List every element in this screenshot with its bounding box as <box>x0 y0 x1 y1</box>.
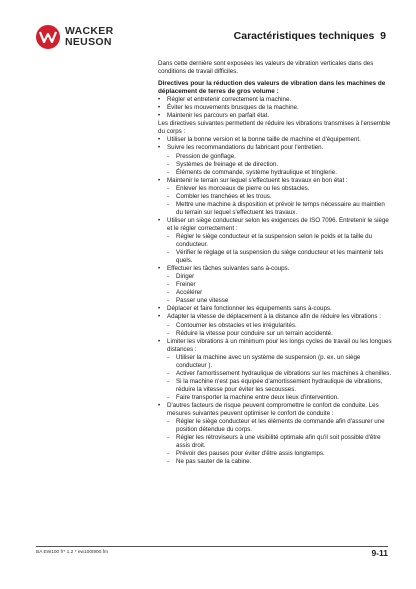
sub-item: - Pression de gonflage. <box>167 153 392 161</box>
intro-paragraph: Dans cette dernière sont exposées les valeurs de vibration verticales dans des conditions de travail difficiles. <box>158 60 374 76</box>
chapter-title-text: Caractéristiques techniques <box>233 30 375 42</box>
sub-item: - Faire transporter la machine entre deux lieux d'intervention. <box>167 394 392 402</box>
wacker-neuson-logo-icon <box>36 25 60 49</box>
sub-item: - Systèmes de freinage et de direction. <box>167 161 392 169</box>
brand-line2: NEUSON <box>65 36 112 48</box>
sub-item: - Activer l'amortissement hydraulique de vibrations sur les machines à chenilles. <box>167 370 392 378</box>
logo-w-mark-icon <box>39 31 57 43</box>
guideline-item: • Adapter la vitesse de déplacement à la distance afin de réduire les vibrations : <box>158 313 392 321</box>
sub-item: - Régler le siège conducteur et la suspension selon le poids et la taille du conducteur. <box>167 233 392 249</box>
guideline-item: • Maintenir le terrain sur lequel s'effectuent les travaux en bon état : <box>158 177 392 185</box>
sub-item: - Prévoir des pauses pour éviter d'être assis longtemps. <box>167 450 392 458</box>
sub-item: - Vérifier le réglage et la suspension du siège conducteur et les maintenir tels quels. <box>167 249 392 265</box>
chapter-title <box>234 30 386 42</box>
guideline-item: • D'autres facteurs de risque peuvent compromettre le confort de conduite. Les mesures suivantes peuvent optimiser le confort de conduite : <box>158 402 392 418</box>
footer-page-number: 9-11 <box>371 548 388 558</box>
guideline-list <box>158 136 392 466</box>
brand-name <box>65 26 113 48</box>
sub-item: - Passer une vitesse <box>167 297 392 305</box>
guideline-item: • Utiliser un siège conducteur selon les exigences de ISO 7096. Entretenir le siège et le régler correctement : <box>158 217 392 233</box>
first-bullet-list <box>158 96 392 120</box>
sub-item: - Utiliser la machine avec un système de suspension (p. ex. un siège conducteur ). <box>167 354 392 370</box>
bullet-item: • Éviter les mouvements brusques de la machine. <box>158 104 392 112</box>
sub-item: - Freiner <box>167 281 392 289</box>
sub-item: - Régler le siège conducteur et les éléments de commande afin d'assurer une position détendue du corps. <box>167 418 392 434</box>
page-header <box>36 22 386 52</box>
section-heading: Directives pour la réduction des valeurs de vibration dans les machines de déplacement de terres de gros volume : <box>158 80 386 96</box>
sub-item: - Mettre une machine à disposition et prévoir le temps nécessaire au maintien du terrain sur lequel s'effectuent les travaux. <box>167 201 392 217</box>
sub-item: - Accélérer <box>167 289 392 297</box>
guideline-item: • Déplacer et faire fonctionner les équipements sans à-coups. <box>158 305 392 313</box>
sub-item: - Régler les rétroviseurs à une visibilité optimale afin qu'il soit possible d'être assis droit. <box>167 434 392 450</box>
chapter-number: 9 <box>380 30 386 42</box>
page-body <box>158 60 392 466</box>
sub-item: - Si la machine n'est pas équipée d'amortissement hydraulique de vibrations, réduire la vitesse pour éviter les secousses. <box>167 378 392 394</box>
sub-item: - Réduire la vitesse pour conduire sur un terrain accidenté. <box>167 330 392 338</box>
brand-line1: WACKER <box>65 25 114 37</box>
sub-item: - Enlever les morceaux de pierre ou les obstacles. <box>167 185 392 193</box>
bullet-item: • Régler et entretenir correctement la machine. <box>158 96 392 104</box>
guideline-item: • Utiliser la bonne version et la bonne taille de machine et d'équipement. <box>158 136 392 144</box>
sub-item: - Combler les tranchées et les trous. <box>167 193 392 201</box>
sub-item: - Diriger <box>167 273 392 281</box>
bullet-item: • Maintenir les parcours en parfait état. <box>158 112 392 120</box>
sub-item: - Contourner les obstacles et les irrégularités. <box>167 322 392 330</box>
sub-item: - Ne pas sauter de la cabine. <box>167 458 392 466</box>
transition-paragraph: Les directives suivantes permettent de réduire les vibrations transmises à l'ensemble du corps : <box>158 120 391 136</box>
guideline-item: • Effectuer les tâches suivantes sans à-coups. <box>158 265 392 273</box>
guideline-item: • Suivre les recommandations du fabricant pour l'entretien. <box>158 144 392 152</box>
guideline-item: • Limiter les vibrations à un minimum pour les longs cycles de travail ou les longues distances : <box>158 338 392 354</box>
sub-item: - Éléments de commande, système hydraulique et tringlerie. <box>167 169 392 177</box>
footer-divider <box>36 546 388 547</box>
footer-doc-ref: BA EW100 fr* 1.2 * ew100t900.fm <box>36 550 108 555</box>
